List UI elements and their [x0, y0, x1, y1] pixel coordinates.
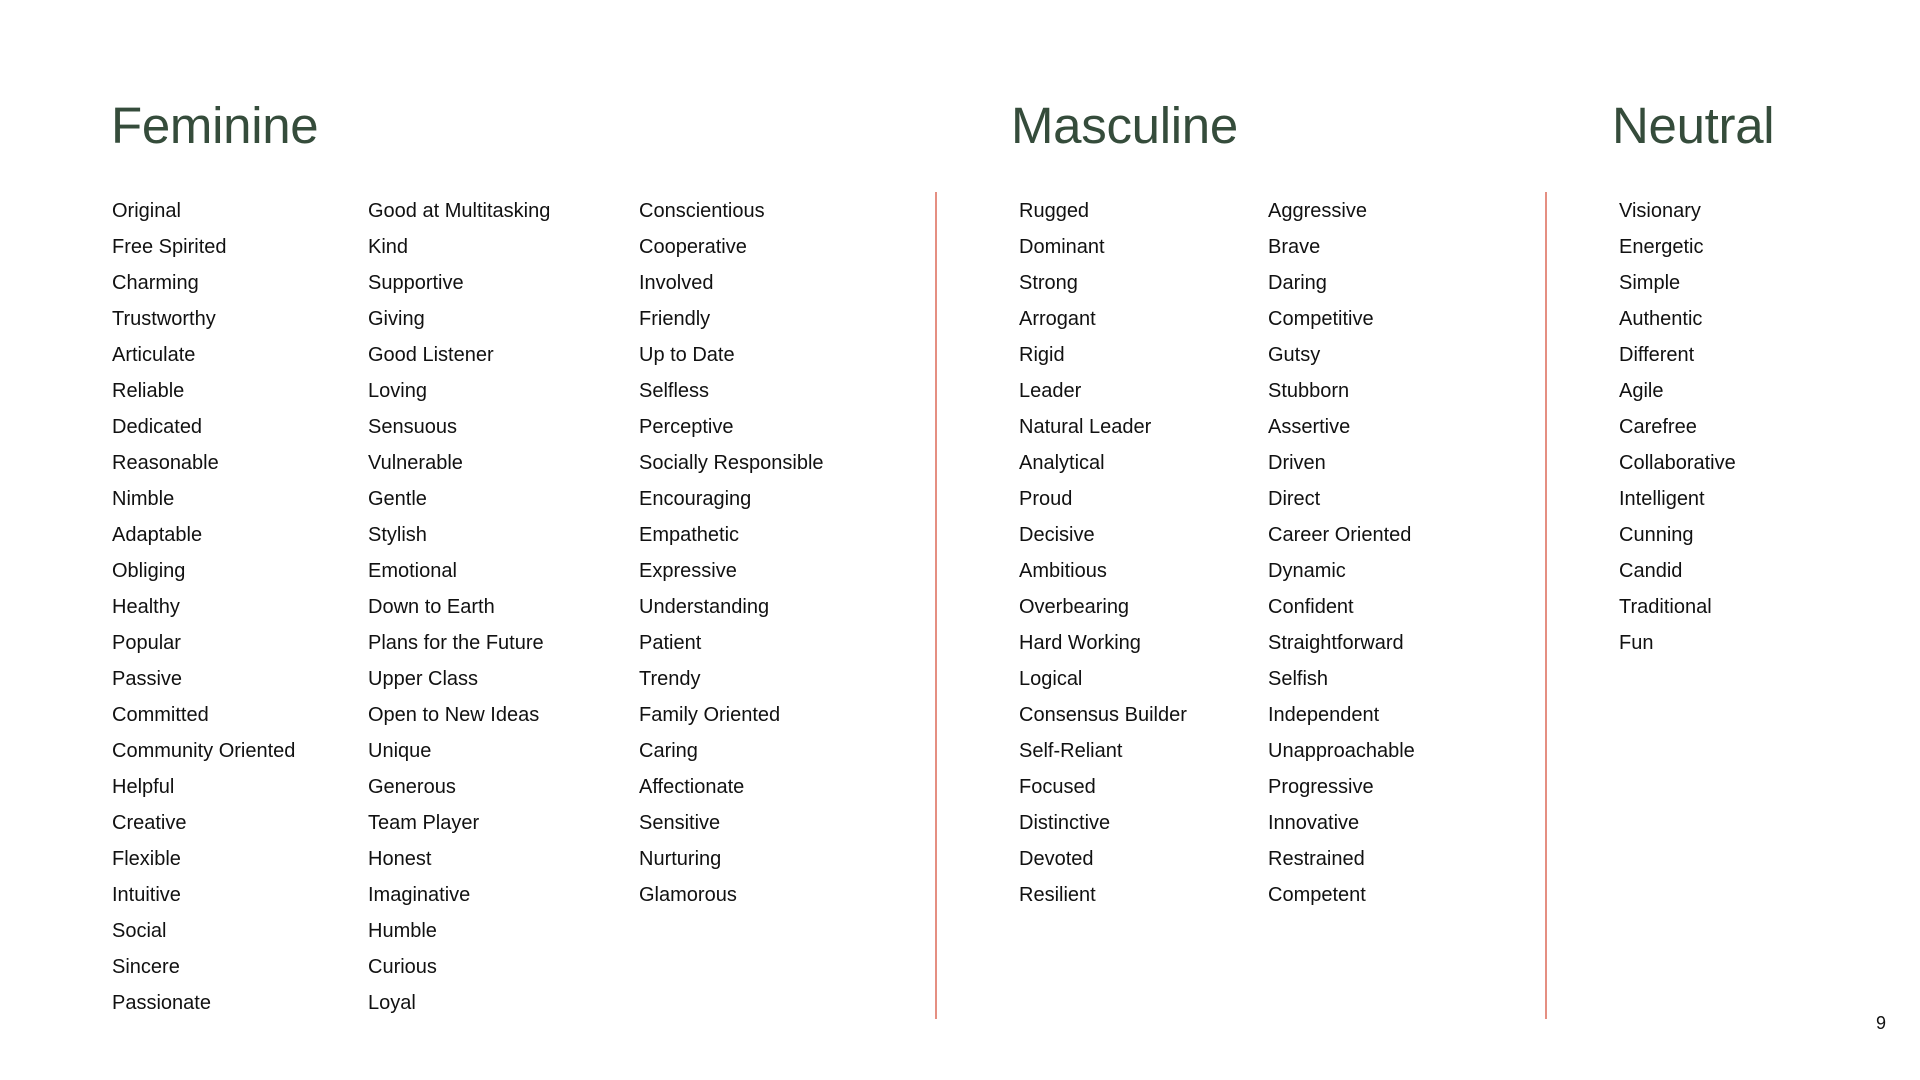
attribute-item: Direct [1268, 488, 1321, 510]
attribute-item: Unapproachable [1268, 740, 1415, 762]
neutral-column-1 [1619, 193, 1736, 661]
attribute-item: Candid [1619, 560, 1683, 582]
attribute-item: Leader [1019, 380, 1082, 402]
attribute-item: Straightforward [1268, 632, 1404, 654]
attribute-item: Understanding [639, 596, 770, 618]
attribute-item: Free Spirited [112, 236, 227, 258]
attribute-item: Patient [639, 632, 702, 654]
attribute-item: Analytical [1019, 452, 1105, 474]
attribute-item: Open to New Ideas [368, 704, 540, 726]
attribute-item: Arrogant [1019, 308, 1096, 330]
attribute-item: Helpful [112, 776, 175, 798]
attribute-item: Decisive [1019, 524, 1095, 546]
neutral-heading: Neutral [1612, 97, 1775, 154]
attribute-item: Adaptable [112, 524, 203, 546]
attribute-item: Sincere [112, 956, 180, 978]
attribute-item: Supportive [368, 272, 464, 294]
attribute-item: Cunning [1619, 524, 1694, 546]
attribute-item: Loyal [368, 992, 416, 1014]
attribute-item: Nurturing [639, 848, 722, 870]
attribute-item: Healthy [112, 596, 180, 618]
attribute-item: Selfish [1268, 668, 1329, 690]
feminine-column-2 [368, 193, 550, 1021]
attribute-item: Caring [639, 740, 698, 762]
attribute-item: Authentic [1619, 308, 1703, 330]
attribute-item: Encouraging [639, 488, 752, 510]
attribute-item: Assertive [1268, 416, 1351, 438]
attribute-item: Restrained [1268, 848, 1365, 870]
attribute-item: Intuitive [112, 884, 181, 906]
attribute-item: Unique [368, 740, 432, 762]
attribute-item: Daring [1268, 272, 1327, 294]
attribute-item: Devoted [1019, 848, 1094, 870]
attribute-item: Strong [1019, 272, 1078, 294]
attribute-item: Imaginative [368, 884, 471, 906]
masculine-heading: Masculine [1011, 97, 1238, 154]
attribute-item: Generous [368, 776, 456, 798]
attribute-item: Competitive [1268, 308, 1374, 330]
attribute-item: Good Listener [368, 344, 494, 366]
attribute-item: Down to Earth [368, 596, 495, 618]
attribute-item: Reliable [112, 380, 185, 402]
attribute-item: Dynamic [1268, 560, 1346, 582]
attribute-item: Stylish [368, 524, 427, 546]
attribute-item: Rigid [1019, 344, 1065, 366]
attribute-item: Family Oriented [639, 704, 781, 726]
attribute-item: Popular [112, 632, 181, 654]
attribute-item: Competent [1268, 884, 1366, 906]
attribute-item: Rugged [1019, 200, 1090, 222]
attribute-item: Friendly [639, 308, 711, 330]
attribute-item: Humble [368, 920, 437, 942]
attribute-item: Intelligent [1619, 488, 1705, 510]
feminine-column-3 [639, 193, 824, 913]
attribute-item: Conscientious [639, 200, 765, 222]
attribute-item: Traditional [1619, 596, 1712, 618]
attribute-item: Dominant [1019, 236, 1105, 258]
attribute-item: Up to Date [639, 344, 735, 366]
attribute-item: Gutsy [1268, 344, 1321, 366]
attribute-item: Distinctive [1019, 812, 1111, 834]
page-number: 9 [1875, 1013, 1886, 1033]
attribute-item: Selfless [639, 380, 710, 402]
attribute-item: Committed [112, 704, 209, 726]
attribute-item: Original [112, 200, 181, 222]
attribute-item: Articulate [112, 344, 196, 366]
attribute-item: Resilient [1019, 884, 1096, 906]
attribute-item: Emotional [368, 560, 457, 582]
attribute-item: Career Oriented [1268, 524, 1412, 546]
attribute-item: Nimble [112, 488, 175, 510]
attribute-item: Fun [1619, 632, 1654, 654]
feminine-column-1 [112, 193, 295, 1021]
attribute-item: Giving [368, 308, 425, 330]
attribute-item: Confident [1268, 596, 1354, 618]
attribute-item: Socially Responsible [639, 452, 824, 474]
attribute-item: Empathetic [639, 524, 740, 546]
attribute-item: Charming [112, 272, 199, 294]
attribute-item: Agile [1619, 380, 1664, 402]
attribute-item: Visionary [1619, 200, 1701, 222]
attribute-item: Driven [1268, 452, 1326, 474]
feminine-heading: Feminine [111, 97, 319, 154]
attribute-item: Passive [112, 668, 183, 690]
attribute-item: Affectionate [639, 776, 745, 798]
attribute-item: Proud [1019, 488, 1073, 510]
attribute-item: Upper Class [368, 668, 479, 690]
attribute-item: Honest [368, 848, 432, 870]
attribute-item: Dedicated [112, 416, 203, 438]
attribute-item: Perceptive [639, 416, 734, 438]
attribute-item: Progressive [1268, 776, 1374, 798]
attribute-item: Obliging [112, 560, 186, 582]
attribute-item: Consensus Builder [1019, 704, 1187, 726]
attribute-item: Glamorous [639, 884, 737, 906]
attribute-item: Overbearing [1019, 596, 1130, 618]
attribute-item: Energetic [1619, 236, 1704, 258]
attribute-item: Involved [639, 272, 714, 294]
attribute-item: Innovative [1268, 812, 1360, 834]
attribute-item: Independent [1268, 704, 1380, 726]
attribute-item: Aggressive [1268, 200, 1367, 222]
attribute-item: Ambitious [1019, 560, 1107, 582]
attribute-item: Team Player [368, 812, 480, 834]
attribute-item: Sensuous [368, 416, 457, 438]
attribute-item: Gentle [368, 488, 427, 510]
attribute-item: Self-Reliant [1019, 740, 1123, 762]
attribute-item: Plans for the Future [368, 632, 544, 654]
attribute-item: Carefree [1619, 416, 1697, 438]
attribute-item: Different [1619, 344, 1695, 366]
attribute-item: Kind [368, 236, 409, 258]
attribute-item: Sensitive [639, 812, 721, 834]
masculine-column-2 [1268, 193, 1415, 913]
masculine-column-1 [1019, 193, 1187, 913]
attribute-item: Focused [1019, 776, 1096, 798]
attribute-item: Flexible [112, 848, 181, 870]
attribute-item: Social [112, 920, 167, 942]
attribute-item: Passionate [112, 992, 211, 1014]
attribute-item: Brave [1268, 236, 1321, 258]
attribute-item: Community Oriented [112, 740, 296, 762]
attribute-item: Trendy [639, 668, 701, 690]
attribute-item: Reasonable [112, 452, 219, 474]
attribute-item: Good at Multitasking [368, 200, 551, 222]
attribute-item: Loving [368, 380, 427, 402]
divider-feminine-masculine [935, 192, 937, 1019]
attribute-item: Collaborative [1619, 452, 1736, 474]
attribute-item: Hard Working [1019, 632, 1141, 654]
attribute-item: Cooperative [639, 236, 747, 258]
attribute-item: Natural Leader [1019, 416, 1152, 438]
attribute-item: Vulnerable [368, 452, 463, 474]
attribute-item: Simple [1619, 272, 1681, 294]
attribute-item: Logical [1019, 668, 1083, 690]
divider-masculine-neutral [1545, 192, 1547, 1019]
attribute-item: Trustworthy [112, 308, 216, 330]
attribute-item: Expressive [639, 560, 737, 582]
attribute-item: Creative [112, 812, 187, 834]
attribute-item: Curious [368, 956, 437, 978]
attribute-item: Stubborn [1268, 380, 1350, 402]
